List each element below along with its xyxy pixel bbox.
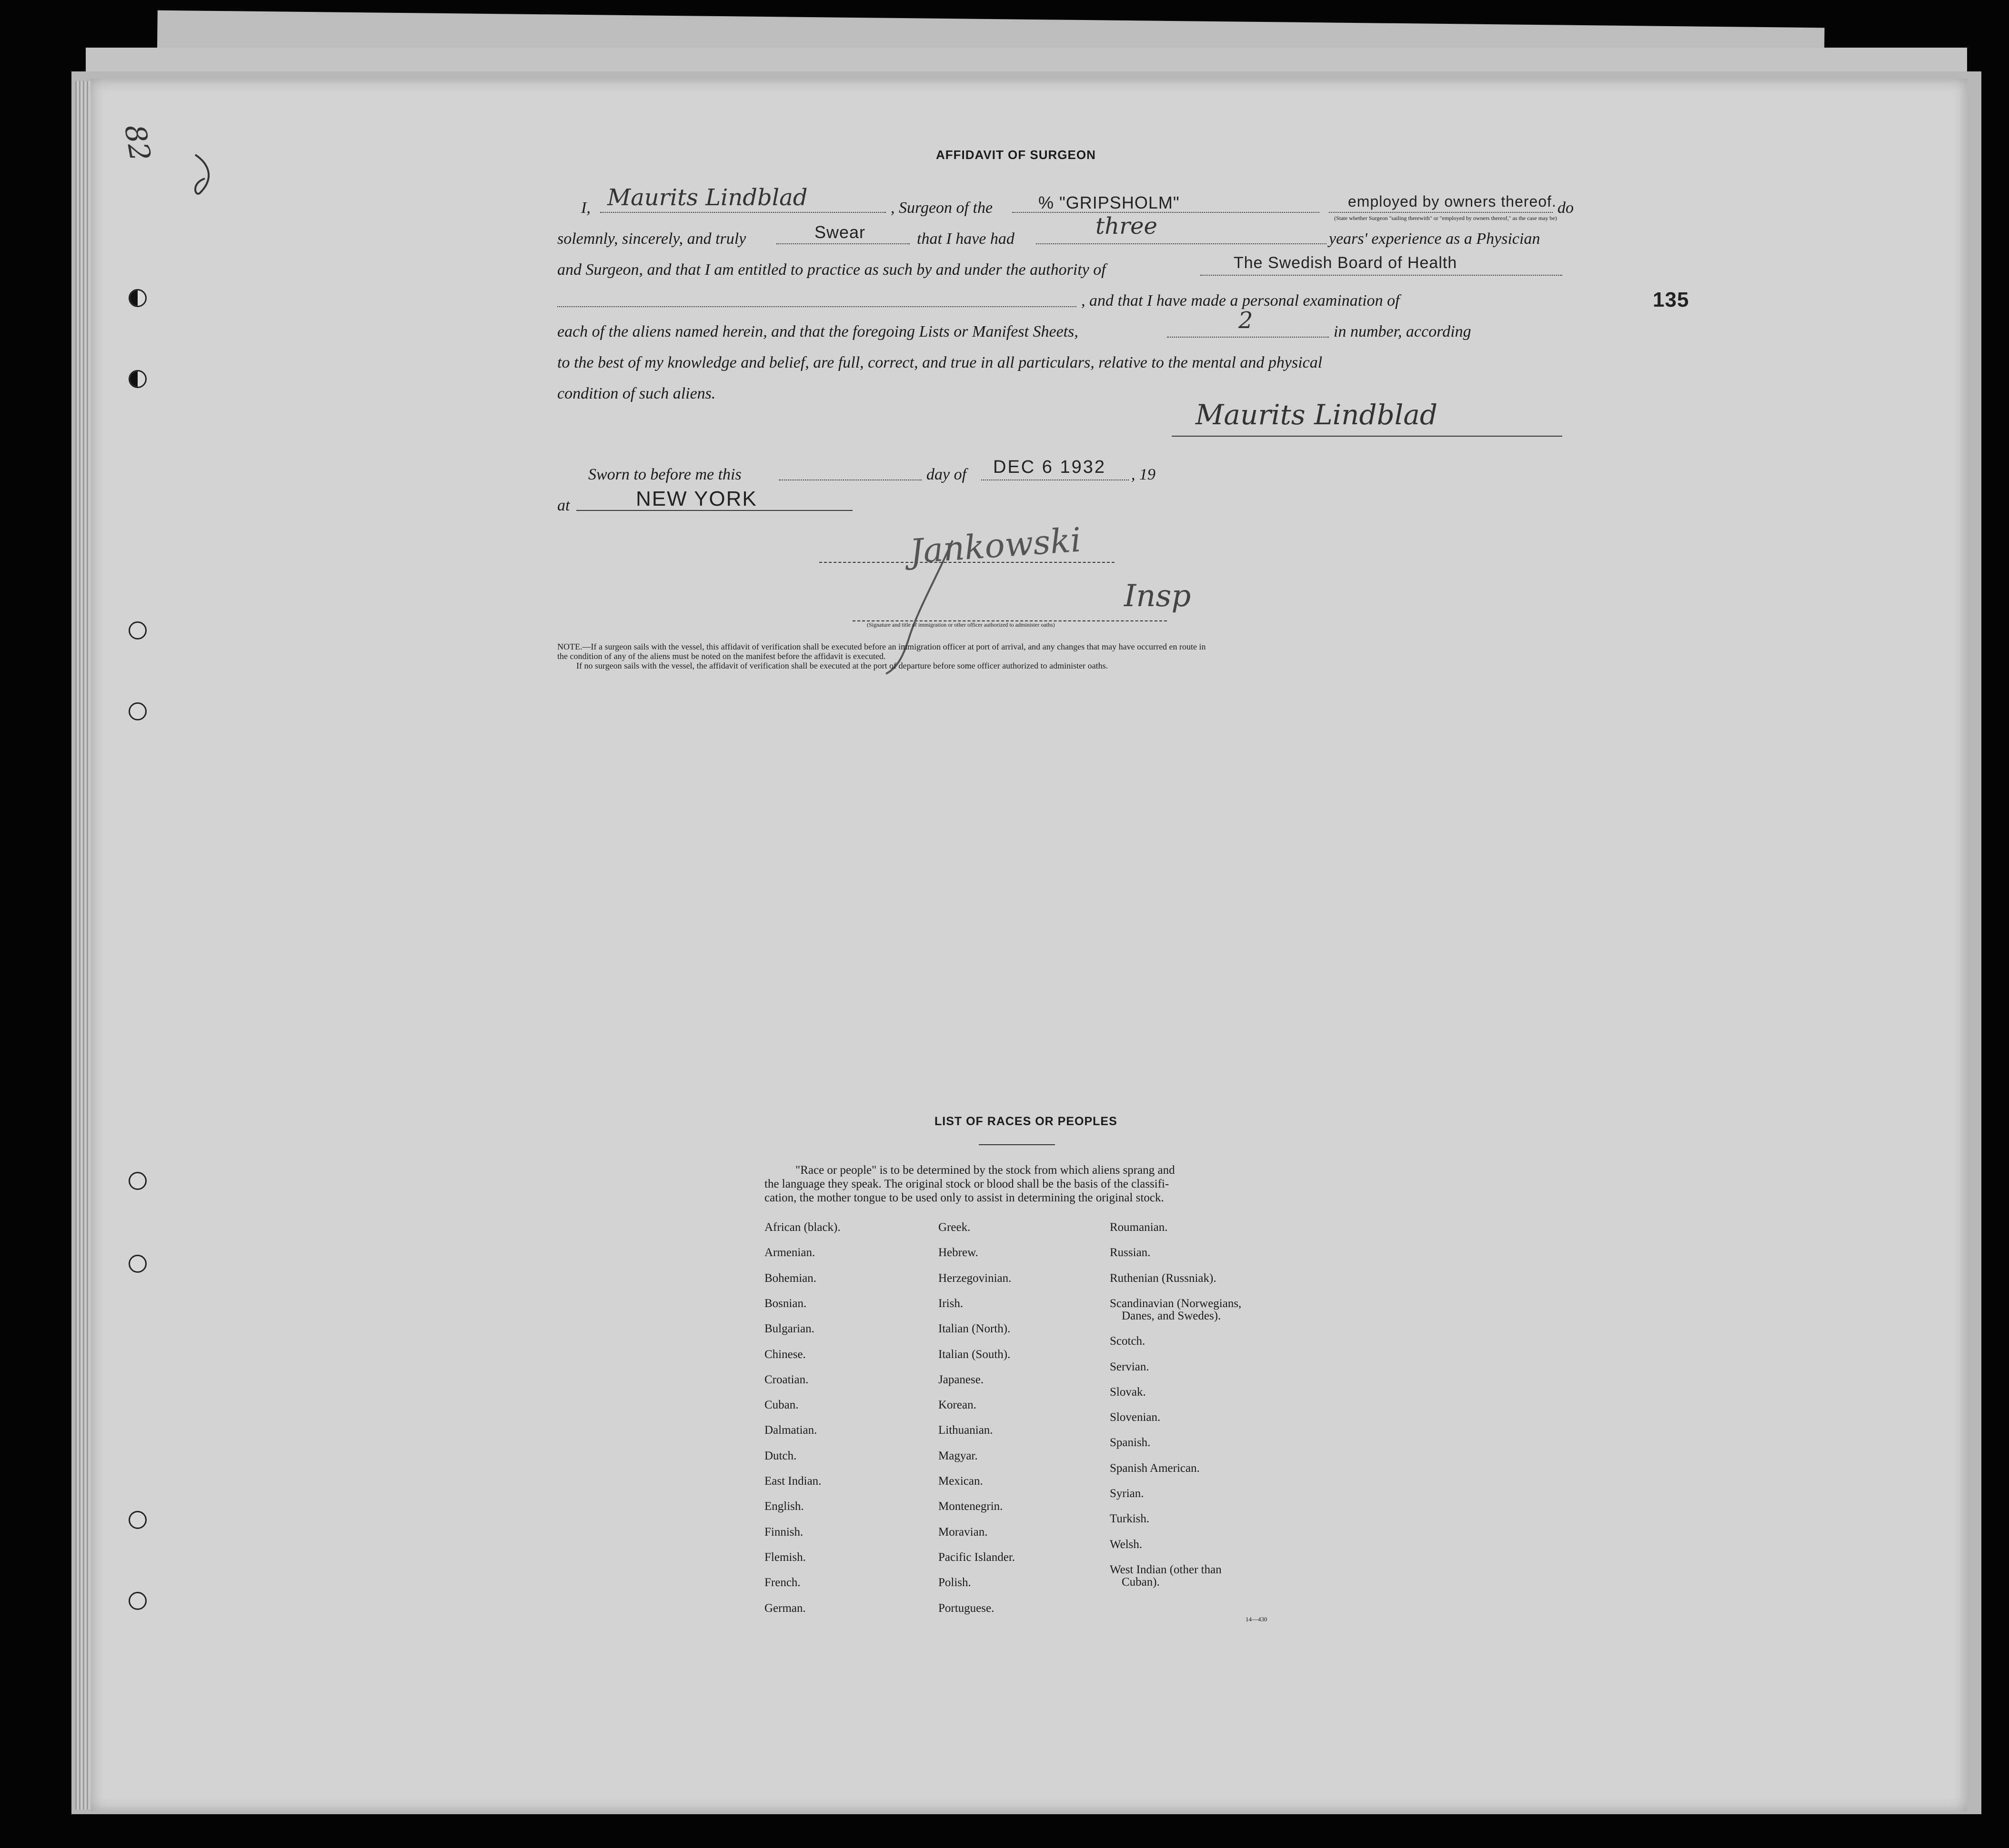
race-entry: Irish. — [938, 1297, 964, 1310]
punch-hole — [129, 621, 147, 639]
race-entry: Danes, and Swedes). — [1122, 1309, 1221, 1322]
race-entry: Bosnian. — [764, 1297, 807, 1310]
race-entry: Dutch. — [764, 1449, 797, 1462]
officer-signature: Jankowski — [908, 520, 1083, 571]
race-entry: Scandinavian (Norwegians, — [1110, 1297, 1242, 1310]
race-entry: Japanese. — [938, 1373, 984, 1386]
officer-caption: (Signature and title of immigration or other officer authorized to administer oaths) — [867, 621, 1055, 628]
race-entry: Welsh. — [1110, 1538, 1143, 1551]
note-line: NOTE.—If a surgeon sails with the vessel, this affidavit of verification shall be executed before an immigration officer at port of arrival, and any changes that may have occurred en route in — [557, 642, 1206, 651]
punch-hole — [129, 1172, 147, 1190]
race-entry: Chinese. — [764, 1348, 806, 1361]
affidavit-line1-prefix: I, — [581, 199, 591, 217]
races-intro-line: cation, the mother tongue to be used only to assist in determining the original stock. — [764, 1191, 1164, 1204]
affidavit-line1-suffix: do — [1557, 199, 1574, 217]
punch-hole — [129, 1255, 147, 1273]
stacked-page-edges — [75, 81, 91, 1809]
sworn-place: NEW YORK — [636, 487, 757, 510]
surgeon-signature-line — [1172, 435, 1562, 437]
races-title-rule — [979, 1144, 1055, 1145]
race-entry: Dalmatian. — [764, 1424, 817, 1437]
affidavit-line6: to the best of my knowledge and belief, are full, correct, and true in all particulars, relative to the mental and physical — [557, 354, 1323, 371]
affidavit-line5-suffix: in number, according — [1334, 323, 1471, 340]
officer-title: Insp — [1124, 579, 1191, 614]
punch-hole — [129, 1592, 147, 1610]
years-field — [1036, 224, 1326, 244]
race-entry: Spanish. — [1110, 1436, 1151, 1449]
vessel-name: % "GRIPSHOLM" — [1038, 193, 1180, 212]
affidavit-line5-prefix: each of the aliens named herein, and that the foregoing Lists or Manifest Sheets, — [557, 323, 1078, 340]
affidavit-line3-prefix: and Surgeon, and that I am entitled to practice as such by and under the authority of — [557, 261, 1106, 279]
affidavit-line2-suffix: years' experience as a Physician — [1329, 230, 1540, 248]
sworn-prefix: Sworn to before me this — [588, 466, 742, 483]
race-entry: Spanish American. — [1110, 1461, 1200, 1475]
race-entry: Bulgarian. — [764, 1322, 814, 1336]
sworn-day-of: day of — [926, 466, 967, 483]
race-entry: Armenian. — [764, 1246, 815, 1259]
authority-continuation-field — [557, 287, 1076, 307]
race-entry: Slovenian. — [1110, 1411, 1161, 1424]
race-entry: English. — [764, 1500, 804, 1513]
races-title: LIST OF RACES OR PEOPLES — [934, 1115, 1117, 1128]
race-entry: African (black). — [764, 1221, 841, 1234]
page-number: 135 — [1653, 288, 1689, 311]
affidavit-title: AFFIDAVIT OF SURGEON — [936, 148, 1096, 162]
race-entry: Turkish. — [1110, 1512, 1150, 1526]
sworn-day-field — [779, 460, 922, 480]
race-entry: East Indian. — [764, 1475, 822, 1488]
races-intro-line: "Race or people" is to be determined by the stock from which aliens sprang and — [795, 1164, 1175, 1177]
race-entry: Lithuanian. — [938, 1424, 993, 1437]
race-entry: Portuguese. — [938, 1601, 994, 1615]
race-entry: Scotch. — [1110, 1335, 1145, 1348]
surgeon-name: Maurits Lindblad — [607, 184, 808, 211]
note-line: If no surgeon sails with the vessel, the affidavit of verification shall be executed at the port of departure before some officer authorized to administer oaths. — [576, 661, 1108, 670]
sworn-date: DEC 6 1932 — [993, 457, 1106, 477]
race-entry: Hebrew. — [938, 1246, 978, 1259]
affidavit-line1-mid: , Surgeon of the — [891, 199, 993, 217]
punch-hole — [129, 370, 147, 388]
race-entry: Roumanian. — [1110, 1221, 1168, 1234]
race-entry: Korean. — [938, 1398, 976, 1412]
race-entry: Cuban. — [764, 1398, 799, 1412]
race-entry: Croatian. — [764, 1373, 809, 1386]
margin-scribble: 82 — [118, 122, 157, 164]
punch-hole — [129, 289, 147, 307]
oath-word: Swear — [814, 222, 866, 242]
race-entry: Mexican. — [938, 1475, 983, 1488]
punch-hole — [129, 1511, 147, 1529]
race-entry: Syrian. — [1110, 1487, 1144, 1500]
note-line: the condition of any of the aliens must be noted on the manifest before the affidavit is executed. — [557, 651, 886, 661]
at-prefix: at — [557, 497, 570, 514]
race-entry: Slovak. — [1110, 1385, 1146, 1398]
affidavit-line2-mid: that I have had — [917, 230, 1015, 248]
race-entry: German. — [764, 1601, 806, 1615]
race-entry: Flemish. — [764, 1550, 806, 1564]
race-entry: Italian (South). — [938, 1348, 1011, 1361]
manifest-page — [90, 79, 1967, 1812]
race-entry: Montenegrin. — [938, 1500, 1003, 1513]
affidavit-line2-prefix: solemnly, sincerely, and truly — [557, 230, 746, 248]
affidavit-line7: condition of such aliens. — [557, 385, 716, 402]
employment-status: employed by owners thereof. — [1348, 193, 1557, 210]
punch-hole — [129, 702, 147, 720]
race-entry: Russian. — [1110, 1246, 1151, 1259]
race-entry: Italian (North). — [938, 1322, 1011, 1336]
race-entry: West Indian (other than — [1110, 1563, 1222, 1576]
race-entry: French. — [764, 1576, 801, 1589]
sheets-count: 2 — [1238, 307, 1253, 334]
form-number: 14—430 — [1246, 1616, 1267, 1623]
race-entry: Ruthenian (Russniak). — [1110, 1271, 1216, 1285]
race-entry: Moravian. — [938, 1525, 988, 1538]
licensing-authority: The Swedish Board of Health — [1234, 254, 1457, 272]
race-entry: Polish. — [938, 1576, 971, 1589]
employment-hint: (State whether Surgeon "sailing therewith" or "employed by owners thereof," as the case may be) — [1334, 215, 1557, 221]
years-experience: three — [1095, 213, 1157, 240]
race-entry: Pacific Islander. — [938, 1550, 1015, 1564]
race-entry: Greek. — [938, 1221, 971, 1234]
race-entry: Servian. — [1110, 1360, 1149, 1373]
race-entry: Herzegovinian. — [938, 1271, 1012, 1285]
sworn-year-suffix: , 19 — [1131, 466, 1155, 483]
race-entry: Magyar. — [938, 1449, 978, 1462]
margin-scribble-mark — [186, 150, 219, 202]
affidavit-line4: , and that I have made a personal examination of — [1081, 292, 1400, 310]
surgeon-signature: Maurits Lindblad — [1195, 399, 1438, 431]
officer-signature-flourish — [881, 536, 957, 679]
race-entry: Cuban). — [1122, 1575, 1160, 1588]
race-entry: Bohemian. — [764, 1271, 817, 1285]
races-intro-line: the language they speak. The original stock or blood shall be the basis of the classifi- — [764, 1178, 1169, 1190]
race-entry: Finnish. — [764, 1525, 804, 1538]
